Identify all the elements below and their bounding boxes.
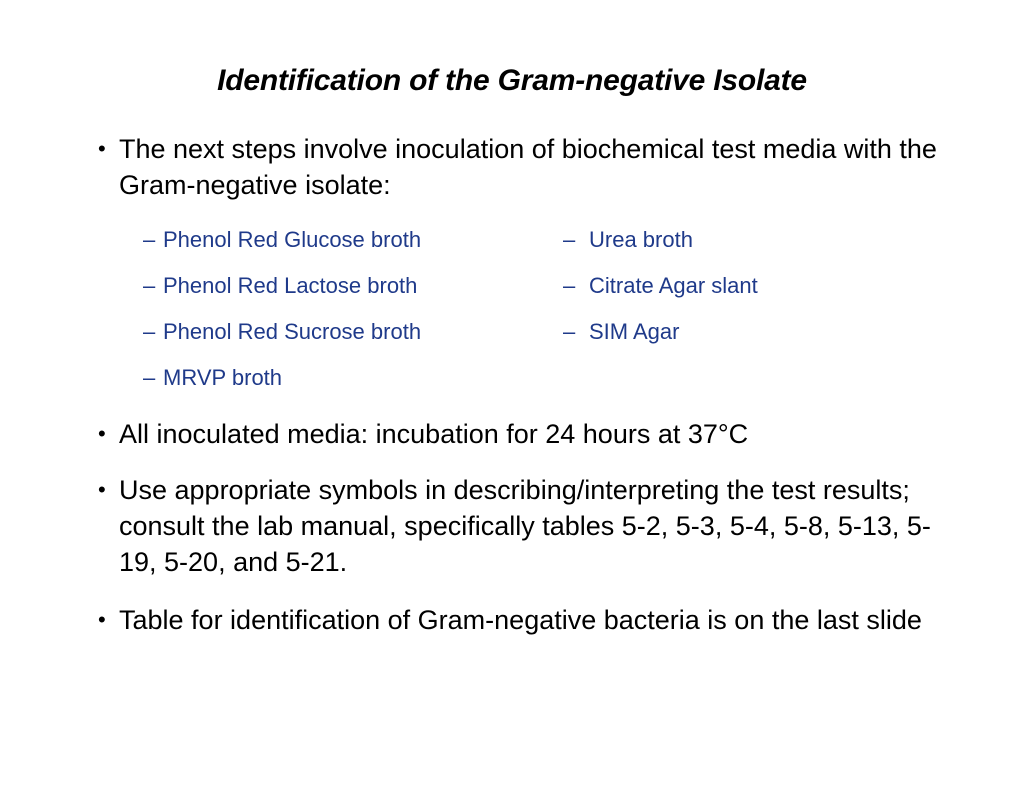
media-label: Phenol Red Glucose broth — [163, 227, 422, 252]
media-item — [563, 272, 758, 300]
dash-icon: – — [143, 319, 156, 344]
media-item — [143, 272, 417, 300]
dash-icon: – — [563, 273, 576, 298]
bullet-icon: • — [98, 477, 106, 502]
media-label: Phenol Red Sucrose broth — [163, 319, 422, 344]
dash-icon: – — [563, 227, 576, 252]
bullet-text: The next steps involve inoculation of biochemical test media with the Gram-negative isolate: — [119, 134, 937, 200]
bullet-text: Use appropriate symbols in describing/interpreting the test results; consult the lab manual, specifically tables 5-2, 5-3, 5-4, 5-8, 5-13, 5-19, 5-20, and 5-21. — [119, 475, 931, 577]
media-item — [143, 364, 282, 392]
bullet-item — [98, 131, 948, 203]
bullet-icon: • — [98, 136, 106, 161]
dash-icon: – — [563, 319, 576, 344]
media-item — [143, 318, 421, 346]
bullet-item — [98, 602, 948, 638]
slide-title: Identification of the Gram-negative Isolate — [217, 64, 807, 97]
media-label: Citrate Agar slant — [589, 273, 758, 298]
bullet-icon: • — [98, 607, 106, 632]
media-label: MRVP broth — [163, 365, 283, 390]
media-item — [563, 318, 679, 346]
dash-icon: – — [143, 365, 156, 390]
bullet-text: All inoculated media: incubation for 24 hours at 37°C — [119, 419, 749, 449]
media-item — [563, 226, 693, 254]
media-label: Urea broth — [589, 227, 693, 252]
media-item — [143, 226, 421, 254]
dash-icon: – — [143, 227, 156, 252]
dash-icon: – — [143, 273, 156, 298]
bullet-item — [98, 416, 948, 452]
media-label: SIM Agar — [589, 319, 680, 344]
bullet-item — [98, 472, 948, 580]
bullet-text: Table for identification of Gram-negative bacteria is on the last slide — [119, 605, 922, 635]
media-label: Phenol Red Lactose broth — [163, 273, 418, 298]
bullet-icon: • — [98, 421, 106, 446]
